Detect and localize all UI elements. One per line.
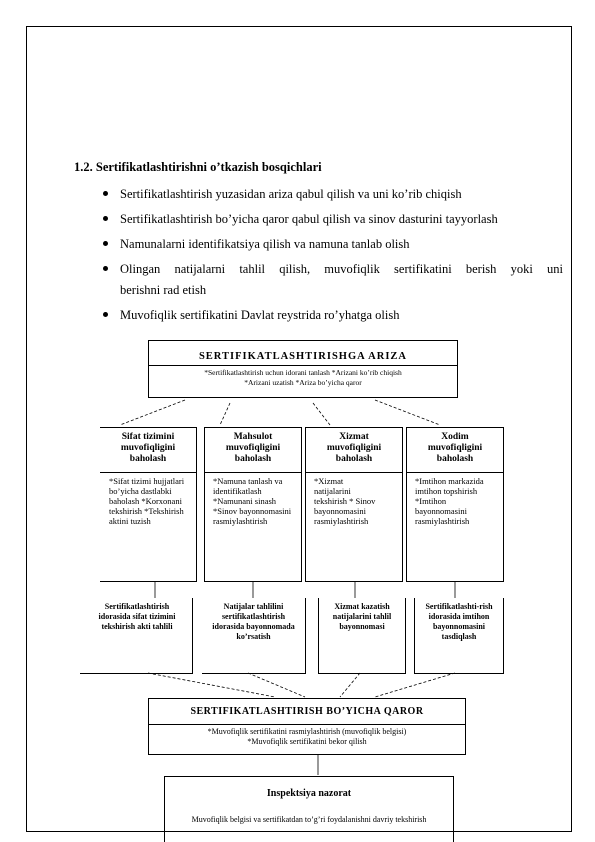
application-line-2: *Arizani uzatish *Ariza bo’yicha qaror	[244, 378, 362, 387]
result-text: Sertifikatlashti-rish idorasida imtihon bayonnomasini tasdiqlash	[425, 602, 493, 641]
column-body: *Xizmat natijalarini tekshirish * Sinov bayonnomasini rasmiylashtirish	[314, 476, 376, 526]
column-title: Xodim muvofiqligini baholash	[427, 432, 483, 464]
column-title: Xizmat muvofiqligini baholash	[326, 432, 382, 464]
column-title: Mahsulot muvofiqligini baholash	[225, 432, 281, 464]
column-box-product	[204, 427, 302, 582]
decision-line-2: *Muvofiqlik sertifikatini bekor qilish	[247, 737, 367, 746]
column-body: *Imtihon markazida imtihon topshirish *Imtihon bayonnomasini rasmiylashtirish	[415, 476, 484, 526]
column-body: *Sifat tizimi hujjatlari bo’yicha dastlabki baholash *Korxonani tekshirish *Tekshirish aktini tuzish	[109, 476, 185, 526]
result-text: Sertifikatlashtirish idorasida sifat tizimini tekshirish akti tahlili	[98, 602, 176, 631]
column-body: *Namuna tanlash va identifikatlash *Namunani sinash *Sinov bayonnomasini rasmiylashtirish	[213, 476, 292, 526]
decision-line-1: *Muvofiqlik sertifikatini rasmiylashtirish (muvofiqlik belgisi)	[207, 727, 407, 736]
column-box-personnel	[406, 427, 504, 582]
result-box	[318, 598, 406, 674]
section-heading: 1.2. Sertifikatlashtirishni o’tkazish bosqichlari	[74, 160, 322, 174]
result-text: Xizmat kazatish natijalarini tahlil bayonnomasi	[332, 602, 392, 631]
application-line-1: *Sertifikatlashtirish uchun idorani tanlash *Arizani ko’rib chiqish	[204, 368, 402, 377]
result-text: Natijalar tahlilini sertifikatlashtirish idorasida bayonnomada ko’rsatish	[212, 602, 295, 641]
result-box	[202, 598, 306, 674]
application-title: SERTIFIKATLASHTIRISHGA ARIZA	[198, 351, 408, 362]
list-item-text: Namunalarni identifikatsiya qilish va namuna tanlab olish	[120, 237, 410, 251]
list-item-continuation: berishni rad etish	[120, 283, 207, 297]
inspection-text: Muvofiqlik belgisi va sertifikatdan to’g’ri foydalanishni davriy tekshirish	[191, 815, 427, 824]
decision-box	[148, 698, 466, 755]
list-item-text: Sertifikatlashtirish yuzasidan ariza qabul qilish va uni ko’rib chiqish	[120, 187, 462, 201]
result-box	[80, 598, 193, 674]
column-box-service	[305, 427, 403, 582]
list-item-text: Muvofiqlik sertifikatini Davlat reystrida ro’yhatga olish	[120, 308, 400, 322]
result-box	[414, 598, 504, 674]
inspection-title: Inspektsiya nazorat	[266, 788, 352, 799]
list-item-text: Sertifikatlashtirish bo’yicha qaror qabul qilish va sinov dasturini tayyorlash	[120, 212, 498, 226]
column-title: Sifat tizimini muvofiqligini baholash	[120, 432, 176, 464]
inspection-box	[164, 776, 454, 842]
list-item-text: Olingan natijalarni tahlil qilish, muvofiqlik sertifikatini berish yoki uni	[120, 262, 563, 276]
decision-title: SERTIFIKATLASHTIRISH BO’YICHA QAROR	[190, 706, 424, 717]
column-box-quality-system	[100, 427, 197, 582]
